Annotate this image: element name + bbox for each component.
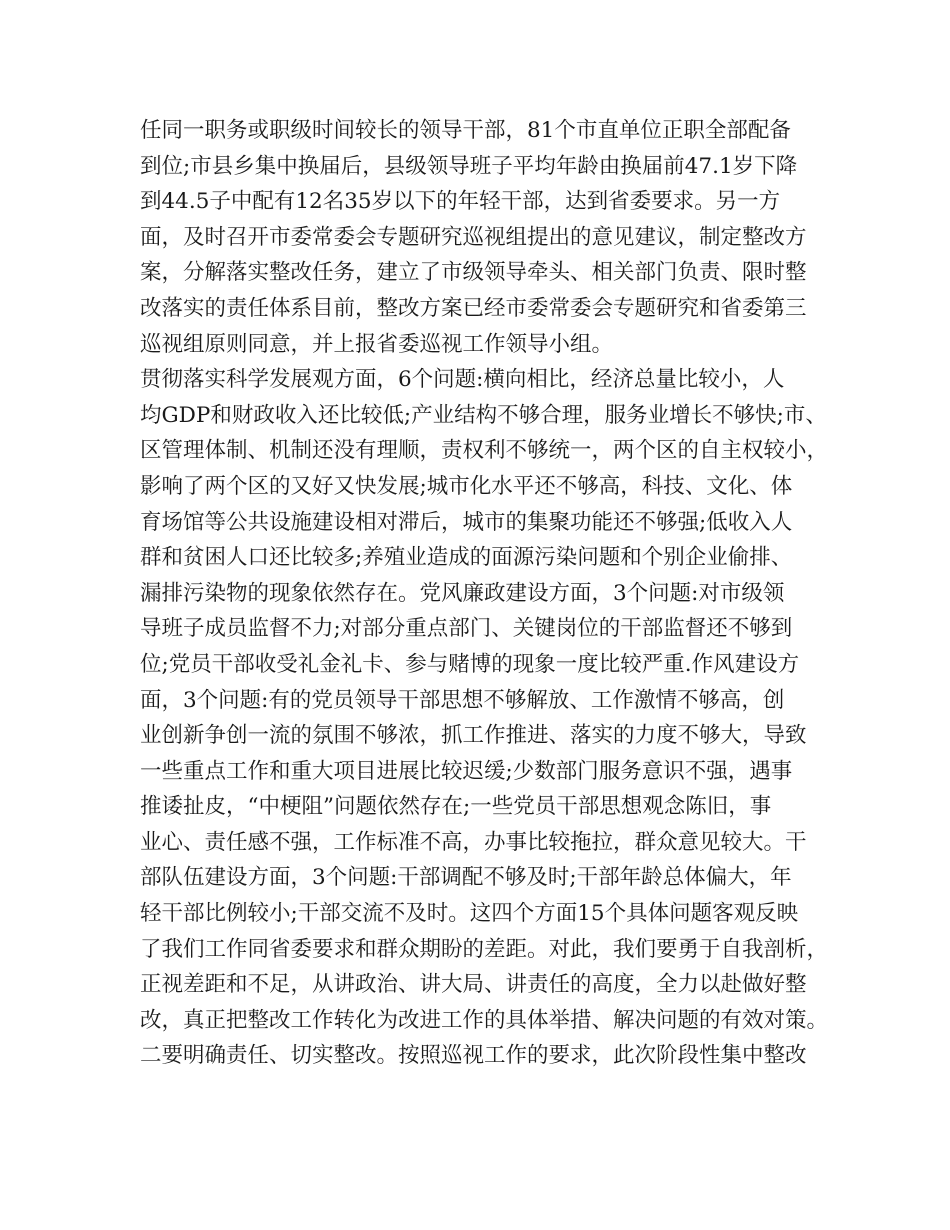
- text-line: 群和贫困人口还比较多;养殖业造成的面源污染问题和个别企业偷排、: [140, 545, 793, 571]
- text-line: 面，3个问题:有的党员领导干部思想不够解放、工作激情不够高，创: [140, 687, 785, 713]
- text-line: 面，及时召开市委常委会专题研究巡视组提出的意见建议，制定整改方: [140, 224, 807, 250]
- text-line: 到位;市县乡集中换届后，县级领导班子平均年龄由换届前47.1岁下降: [140, 153, 798, 179]
- text-line: 贯彻落实科学发展观方面，6个问题:横向相比，经济总量比较小，人: [140, 367, 785, 393]
- text-line: 漏排污染物的现象依然存在。党风廉政建设方面，3个问题:对市级领: [140, 580, 785, 606]
- text-line: 位;党员干部收受礼金礼卡、参与赌博的现象一度比较严重.作风建设方: [140, 651, 800, 677]
- text-line: 改，真正把整改工作转化为改进工作的具体举措、解决问题的有效对策。: [140, 1007, 829, 1033]
- text-line: 业创新争创一流的氛围不够浓，抓工作推进、落实的力度不够大，导致: [140, 723, 807, 749]
- text-line: 巡视组原则同意，并上报省委巡视工作领导小组。: [140, 331, 614, 357]
- text-line: 部队伍建设方面，3个问题:干部调配不够及时;干部年龄总体偏大，年: [140, 865, 792, 891]
- text-line: 了我们工作同省委要求和群众期盼的差距。对此，我们要勇于自我剖析，: [140, 936, 829, 962]
- text-line: 任同一职务或职级时间较长的领导干部，81个市直单位正职全部配备: [140, 118, 791, 143]
- body-text: [140, 113, 840, 1074]
- text-line: 业心、责任感不强，工作标准不高，办事比较拖拉，群众意见较大。干: [140, 829, 807, 855]
- text-line: 育场馆等公共设施建设相对滞后，城市的集聚功能还不够强;低收入人: [140, 509, 793, 535]
- text-line: 二要明确责任、切实整改。按照巡视工作的要求，此次阶段性集中整改: [140, 1043, 807, 1069]
- text-line: 正视差距和不足，从讲政治、讲大局、讲责任的高度，全力以赴做好整: [140, 972, 807, 998]
- text-line: 均GDP和财政收入还比较低;产业结构不够合理，服务业增长不够快;市、: [140, 402, 827, 428]
- text-line: 区管理体制、机制还没有理顺，责权利不够统一，两个区的自主权较小，: [140, 438, 829, 464]
- text-line: 一些重点工作和重大项目进展比较迟缓;少数部门服务意识不强，遇事: [140, 758, 793, 784]
- text-line: 导班子成员监督不力;对部分重点部门、关键岗位的干部监督还不够到: [140, 616, 793, 642]
- text-line: 轻干部比例较小;干部交流不及时。这四个方面15个具体问题客观反映: [140, 901, 799, 927]
- text-line: 推诿扯皮，“中梗阻”问题依然存在;一些党员干部思想观念陈旧，事: [140, 794, 772, 820]
- text-line: 到44.5子中配有12名35岁以下的年轻干部，达到省委要求。另一方: [140, 189, 781, 215]
- text-line: 案，分解落实整改任务，建立了市级领导牵头、相关部门负责、限时整: [140, 260, 807, 286]
- text-line: 影响了两个区的又好又快发展;城市化水平还不够高，科技、文化、体: [140, 473, 793, 499]
- text-line: 改落实的责任体系目前，整改方案已经市委常委会专题研究和省委第三: [140, 295, 807, 321]
